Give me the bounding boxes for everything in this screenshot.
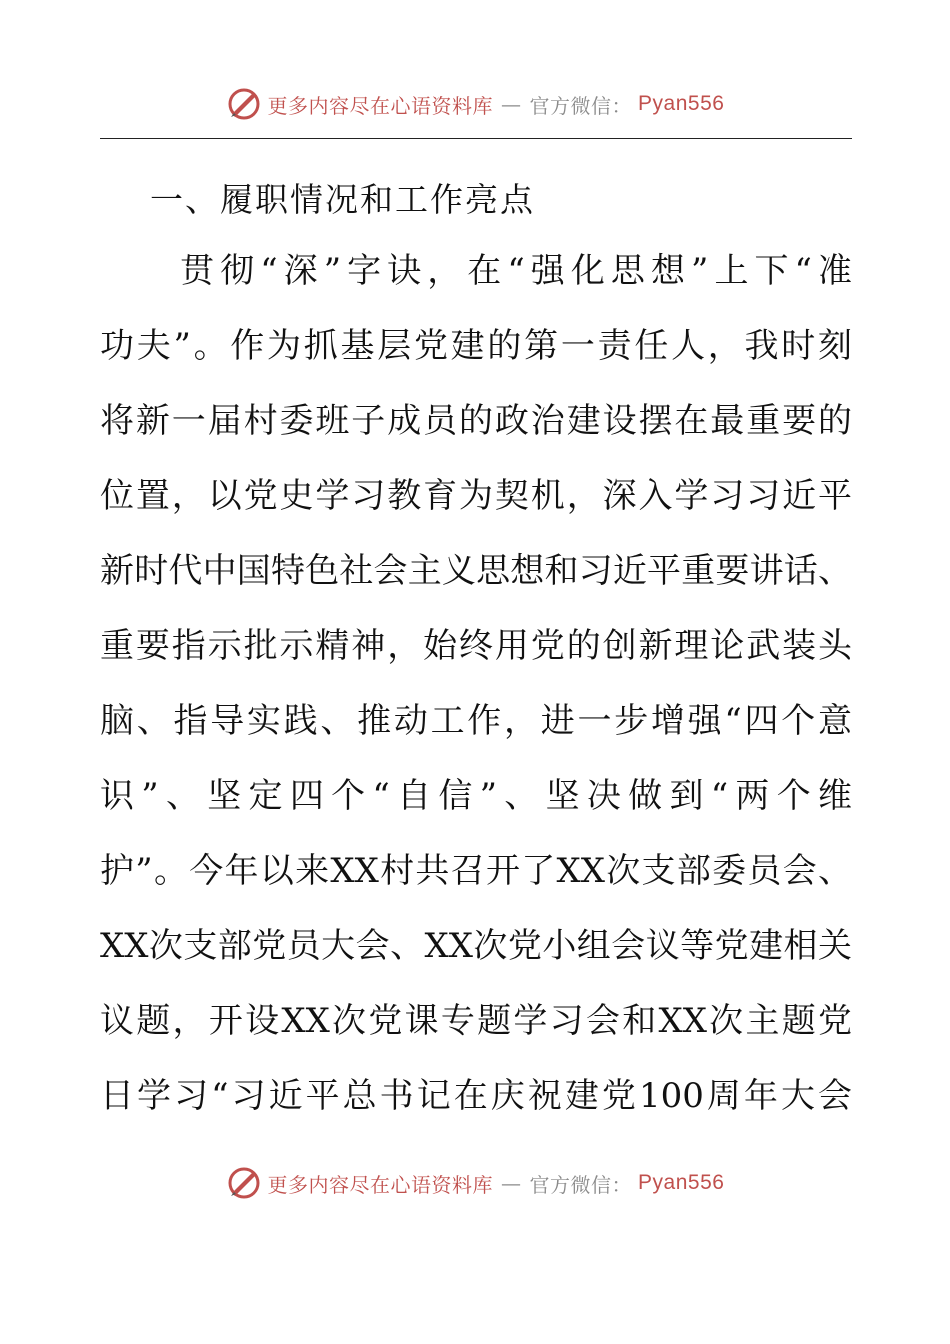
body-line: 新时代中国特色社会主义思想和习近平重要讲话、 (100, 551, 852, 591)
watermark-site-text: 更多内容尽在心语资料库 (267, 93, 494, 118)
body-line: 位置，以党史学习教育为契机，深入学习习近平 (100, 476, 852, 516)
watermark-wechat-label: 官方微信： (529, 1172, 633, 1197)
body-paragraph (100, 234, 852, 1134)
body-line: 识”、坚定四个“自信”、坚决做到“两个维 (100, 776, 852, 816)
pen-circle-logo-icon (226, 86, 262, 122)
watermark-wechat-label: 官方微信： (529, 93, 633, 118)
watermark-dash: — (501, 92, 522, 116)
body-line: 护”。今年以来XX村共召开了XX次支部委员会、 (100, 851, 852, 891)
watermark-dash: — (501, 1171, 522, 1195)
body-line: 日学习“习近平总书记在庆祝建党100周年大会 (100, 1076, 852, 1116)
footer-watermark-banner (0, 1161, 950, 1205)
body-line: 脑、指导实践、推动工作，进一步增强“四个意 (100, 701, 852, 741)
body-line: 议题，开设XX次党课专题学习会和XX次主题党 (100, 1001, 852, 1041)
watermark-site-text: 更多内容尽在心语资料库 (267, 1172, 494, 1197)
section-heading: 一、履职情况和工作亮点 (150, 180, 535, 219)
pen-circle-logo-icon (226, 1165, 262, 1201)
watermark-wechat-id: Pyan556 (638, 92, 725, 115)
header-divider (100, 138, 852, 139)
body-line: 功夫”。作为抓基层党建的第一责任人，我时刻 (100, 326, 852, 366)
body-line: 重要指示批示精神，始终用党的创新理论武装头 (100, 626, 852, 666)
body-line: 贯彻“深”字诀，在“强化思想”上下“准 (100, 251, 852, 291)
watermark-wechat-id: Pyan556 (638, 1171, 725, 1194)
header-watermark-banner (0, 82, 950, 126)
body-line: XX次支部党员大会、XX次党小组会议等党建相关 (100, 926, 852, 966)
body-line: 将新一届村委班子成员的政治建设摆在最重要的 (100, 401, 852, 441)
